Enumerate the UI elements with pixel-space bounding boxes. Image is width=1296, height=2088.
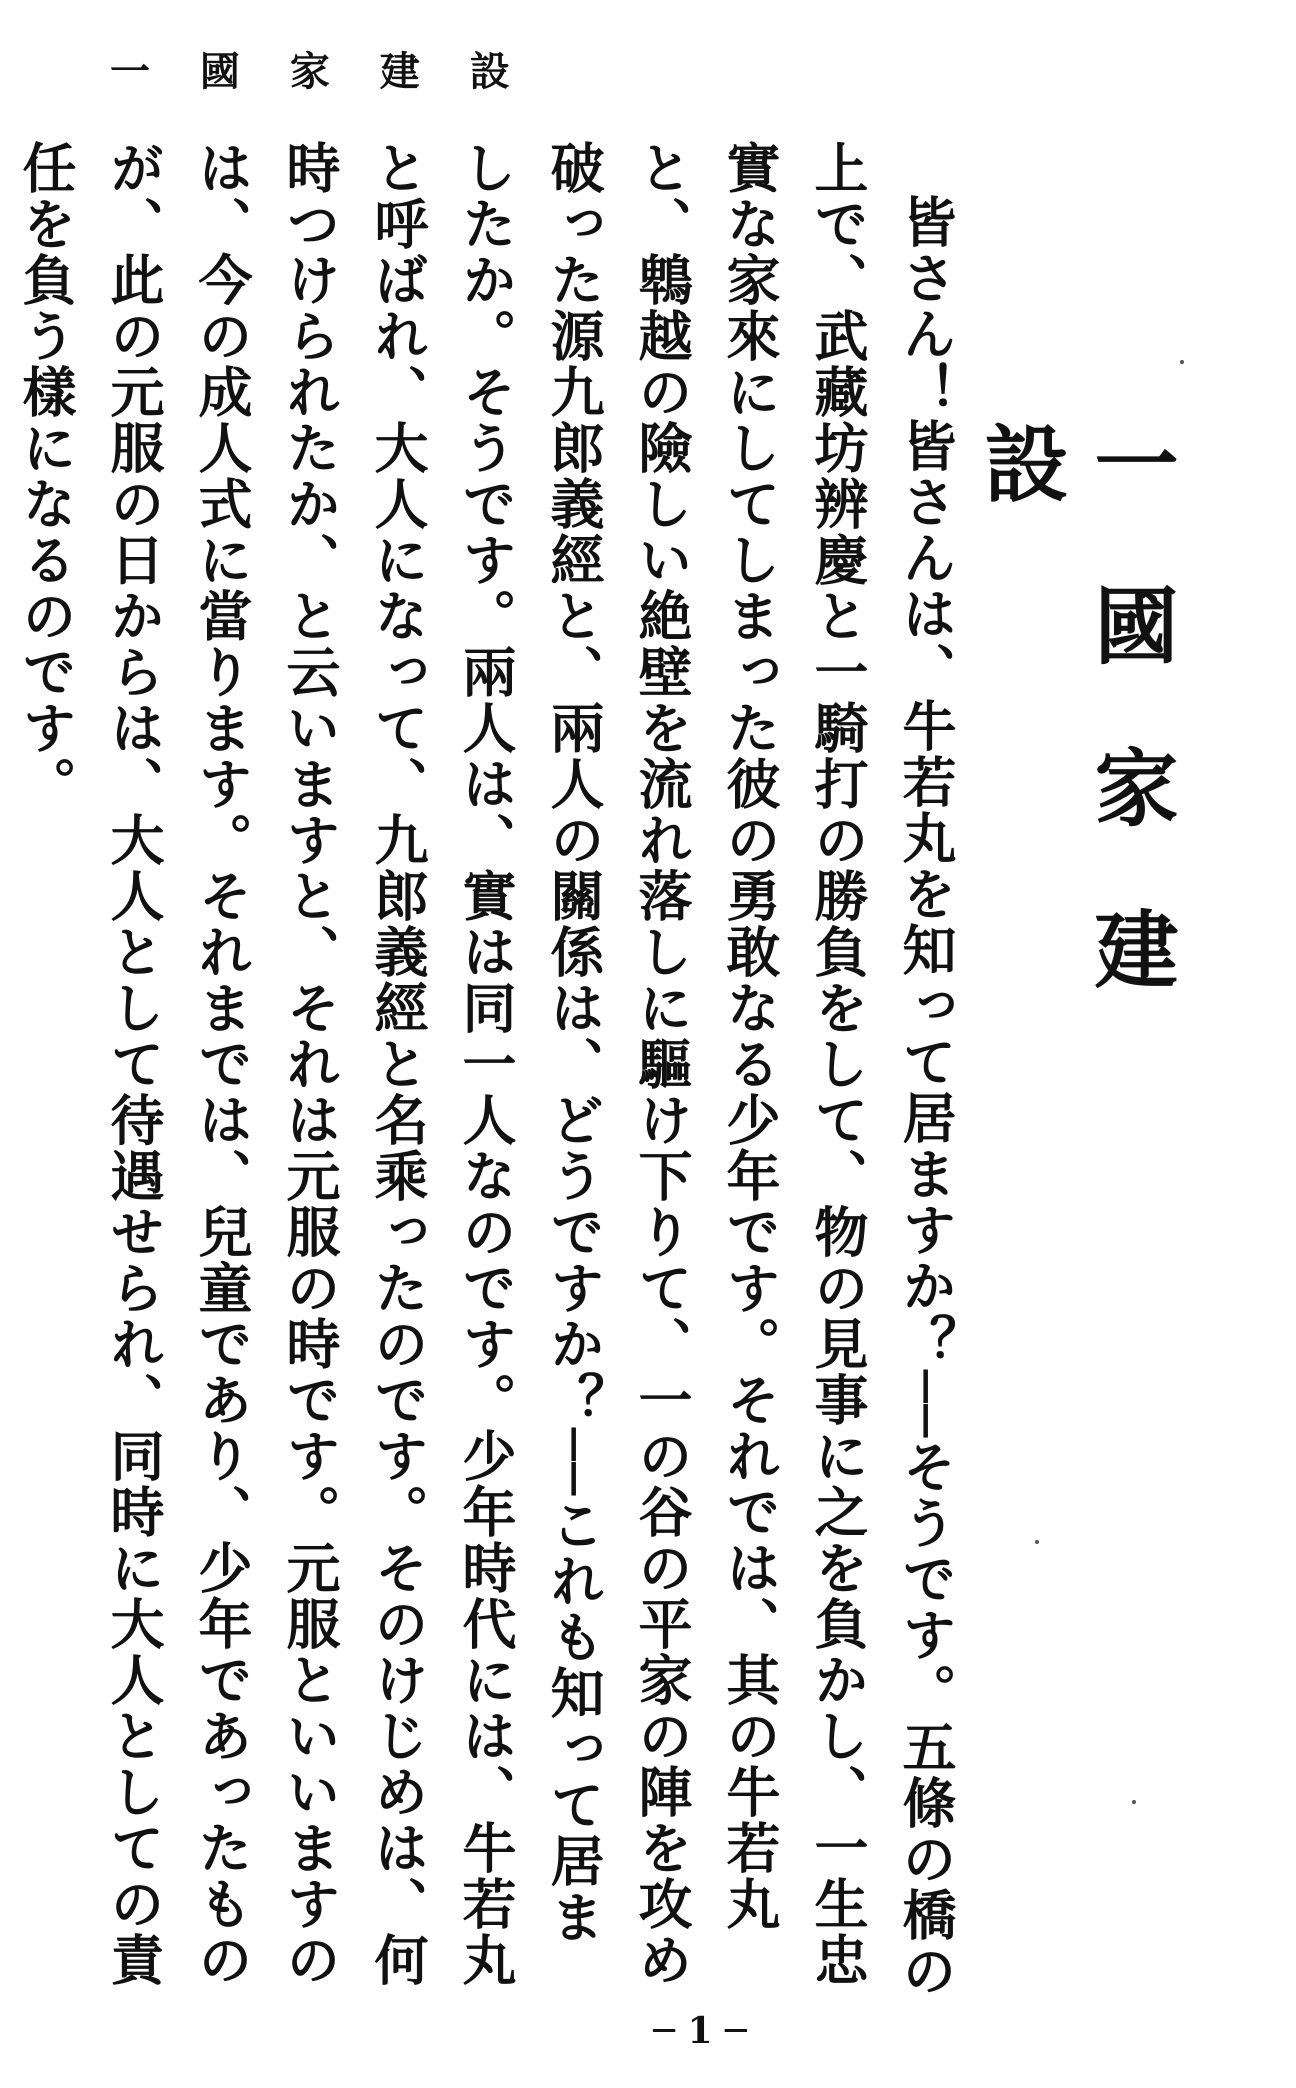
- paper-speck: [1132, 1800, 1136, 1804]
- paragraph: 皆さん！皆さんは、牛若丸を知って居ますか？──そうです。五條の橋の上で、武藏坊辨慶と一騎打の勝負をして、物の見事に之を負かし、一生忠實な家來にしてしまった彼の勇敢なる少年です。それでは、其の牛若丸と、鵯越の險しい絶壁を流れ落しに驅け下りて、一の谷の平家の陣を攻め破った源九郎義經と、兩人の關係は、どうですか？──これも知って居ましたか。そうです。兩人は、實は同一人なのです。少年時代には、牛若丸と呼ばれ、大人になって、九郎義經と名乘ったのです。そのけじめは、何時つけられたか、と云いますと、それは元服の時です。元服といいますのは、今の成人式に當ります。それまでは、兒童であり、少年であったものが、此の元服の日からは、大人として待遇せられ、同時に大人としての責任を負う樣になるのです。: [14, 140, 958, 2000]
- page-number: ─ 1 ─: [653, 2010, 747, 2052]
- running-head: 一 國 家 建 設: [110, 48, 528, 95]
- body-text: [14, 140, 970, 2000]
- paper-speck: [1035, 1540, 1039, 1544]
- paragraph: [0, 140, 2, 2000]
- paper-speck: [1180, 360, 1184, 364]
- chapter-title: 一國家建設: [971, 420, 1180, 1068]
